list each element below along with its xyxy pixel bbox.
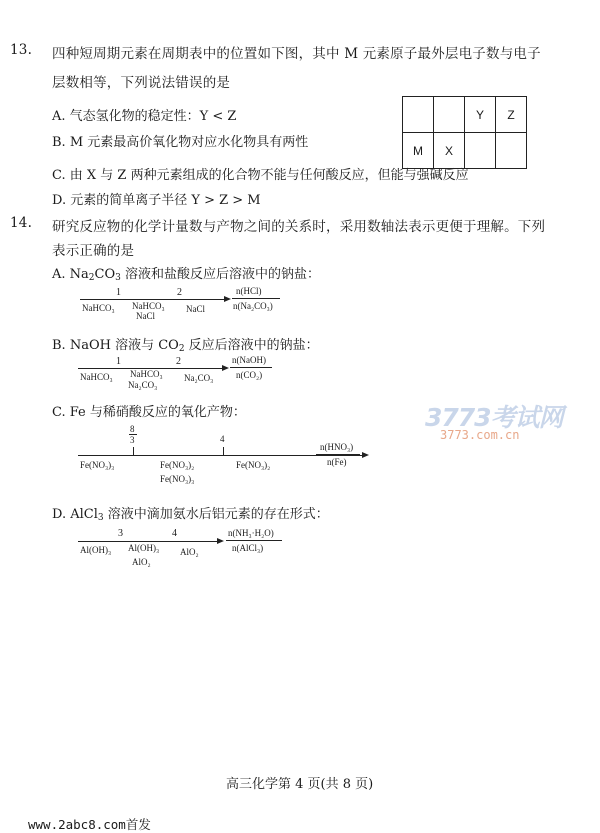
q14-a-ratio-num: n(HCl) <box>236 286 262 296</box>
q14-a-below2b: NaCl <box>136 311 155 321</box>
q14-c-below2b: Fe(NO₃)₃ <box>160 474 195 484</box>
pt-cell-z: Z <box>496 97 527 133</box>
periodic-table-fragment <box>402 96 527 169</box>
q14-option-c-label: C. Fe 与稀硝酸反应的氧化产物： <box>52 405 246 420</box>
pt-cell <box>465 133 496 169</box>
q13-option-d: D. 元素的简单离子半径 Y > Z > M <box>52 193 261 208</box>
q14-c-tick1-den: 3 <box>130 435 135 445</box>
watermark-url: 3773.com.cn <box>440 428 520 442</box>
q14-stem-line1: 研究反应物的化学计量数与产物之间的关系时，采用数轴法表示更便于理解。下列 <box>52 219 546 235</box>
q14-d-arrow-icon <box>217 538 224 544</box>
q14-a-arrow-icon <box>224 296 231 302</box>
q14-c-arrow-icon <box>362 452 369 458</box>
q14-b-below2a: NaHCO₃ <box>130 369 163 379</box>
q14-b-below2b: Na₂CO₃ <box>128 380 158 390</box>
q14-c-tick1-num: 8 <box>130 424 135 434</box>
pt-cell-m: M <box>403 133 434 169</box>
q14-a-below2a: NaHCO₃ <box>132 301 165 311</box>
q13-stem-line2: 层数相等，下列说法错误的是 <box>52 75 231 91</box>
q14-c-ratio-bar <box>316 454 360 455</box>
q14-c-tick1 <box>133 447 134 455</box>
q14-c-below1: Fe(NO₃)₃ <box>80 460 115 470</box>
q14-c-ratio-num: n(HNO₃) <box>320 442 354 452</box>
q14-b-below3: Na₂CO₃ <box>184 373 214 383</box>
q14-c-axis <box>78 455 363 456</box>
page-footer: 高三化学第 4 页(共 8 页) <box>226 777 374 792</box>
q14-c-ratio-den: n(Fe) <box>327 457 347 467</box>
q14-a-ratio-den: n(Na₂CO₃) <box>233 301 273 311</box>
q13-number: 13. <box>10 42 33 58</box>
q13-option-c: C. 由 X 与 Z 两种元素组成的化合物不能与任何酸反应，但能与强碱反应 <box>52 168 469 183</box>
q14-number: 14. <box>10 215 33 231</box>
q14-option-b-label: B. NaOH 溶液与 $CO_2$ 反应后溶液中的钠盐： <box>52 338 319 354</box>
q14-a-tick1-label: 1 <box>116 287 121 298</box>
q14-c-below3: Fe(NO₃)₂ <box>236 460 271 470</box>
pt-cell <box>496 133 527 169</box>
q14-d-tick2-label: 4 <box>172 528 177 539</box>
q14-option-a-label: A. $Na_2CO_3$ 溶液和盐酸反应后溶液中的钠盐： <box>52 267 320 283</box>
q14-a-below1: NaHCO₃ <box>82 303 115 313</box>
pt-cell <box>403 97 434 133</box>
q14-b-tick2-label: 2 <box>176 356 181 367</box>
pt-cell-y: Y <box>465 97 496 133</box>
q14-d-below3: AlO₂ <box>180 547 199 557</box>
q14-c-tick2-label: 4 <box>220 434 225 444</box>
q14-b-arrow-icon <box>222 365 229 371</box>
q14-b-ratio-den: n(CO₂) <box>236 370 263 380</box>
q14-d-below2a: Al(OH)₃ <box>128 543 160 553</box>
q14-a-axis <box>80 299 225 300</box>
q14-a-below3: NaCl <box>186 304 205 314</box>
q14-c-tick2 <box>223 447 224 455</box>
q14-d-tick1-label: 3 <box>118 528 123 539</box>
q14-d-ratio-num: n(NH₃·H₂O) <box>228 528 274 538</box>
q14-d-axis <box>78 541 218 542</box>
q14-b-tick1-label: 1 <box>116 356 121 367</box>
q14-b-ratio-num: n(NaOH) <box>232 355 266 365</box>
q14-b-ratio-bar <box>230 367 272 368</box>
q14-option-d-label: D. AlCl$_3$ 溶液中滴加氨水后铝元素的存在形式： <box>52 507 329 523</box>
q13-option-b: B. M 元素最高价氧化物对应水化物具有两性 <box>52 135 309 150</box>
pt-cell-x: X <box>434 133 465 169</box>
q14-d-ratio-bar <box>226 540 282 541</box>
source-note: www.2abc8.com首发 <box>28 817 151 832</box>
q13-option-a: A. 气态氢化物的稳定性：Y < Z <box>52 109 237 124</box>
pt-cell <box>434 97 465 133</box>
q14-d-ratio-den: n(AlCl₃) <box>232 543 264 553</box>
q13-stem-line1: 四种短周期元素在周期表中的位置如下图，其中 M 元素原子最外层电子数与电子 <box>52 46 541 62</box>
q14-d-below2b: AlO₂ <box>132 557 151 567</box>
q14-a-tick2-label: 2 <box>177 287 182 298</box>
watermark-logo: 3773考试网 <box>425 403 563 432</box>
q14-d-below1: Al(OH)₃ <box>80 545 112 555</box>
q14-a-ratio-bar <box>232 298 280 299</box>
q14-b-below1: NaHCO₃ <box>80 372 113 382</box>
q14-stem-line2: 表示正确的是 <box>52 243 135 259</box>
q14-c-below2a: Fe(NO₃)₂ <box>160 460 195 470</box>
